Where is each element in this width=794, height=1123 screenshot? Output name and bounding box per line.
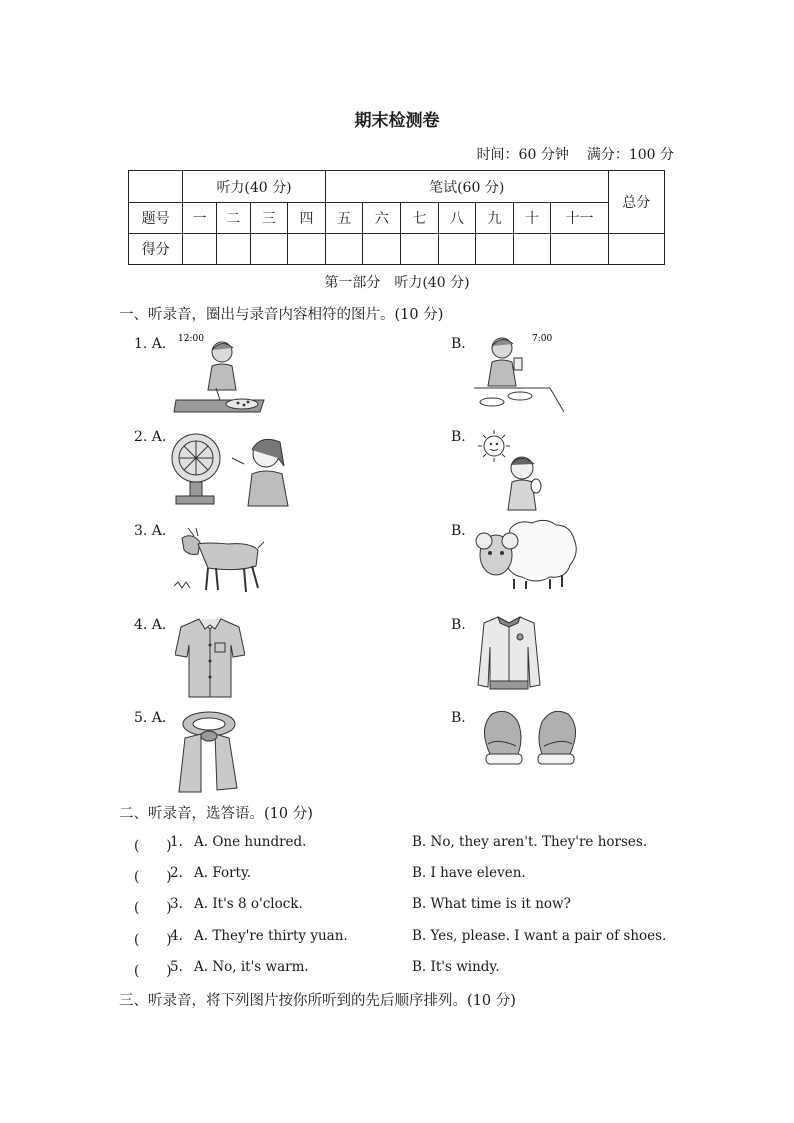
question-number: 4.	[170, 928, 183, 944]
q1-b-clock: 7:00	[532, 334, 553, 344]
answer-blank[interactable]: ( )	[134, 900, 172, 916]
score-cell[interactable]	[608, 234, 664, 265]
q5-a-label: 5. A.	[134, 710, 167, 726]
option-a: A. No, it's warm.	[194, 959, 309, 975]
exam-title: 期末检测卷	[354, 111, 440, 131]
q2-a-label: 2. A.	[134, 429, 167, 445]
q4-a-label: 4. A.	[134, 617, 167, 633]
question-number: 1.	[170, 834, 183, 850]
option-b: B. It's windy.	[412, 959, 500, 975]
q3-a-label: 3. A.	[134, 523, 167, 539]
option-a: A. One hundred.	[194, 834, 307, 850]
section-three-heading: 三、听录音，将下列图片按你所听到的先后顺序排列。(10 分)	[119, 993, 516, 1009]
section-two-heading: 二、听录音，选答语。(10 分)	[119, 806, 313, 822]
col-header: 八	[438, 203, 476, 234]
answer-blank[interactable]: ( )	[134, 963, 172, 979]
answer-blank[interactable]: ( )	[134, 932, 172, 948]
written-header: 笔试(60 分)	[325, 171, 608, 203]
score-table	[128, 170, 665, 265]
total-header: 总分	[608, 171, 664, 234]
option-a: A. They're thirty yuan.	[194, 928, 348, 944]
q4-a-picture[interactable]	[175, 615, 245, 699]
score-cell[interactable]	[363, 234, 401, 265]
col-header: 一	[183, 203, 217, 234]
listening-header: 听力(40 分)	[183, 171, 326, 203]
option-b: B. What time is it now?	[412, 896, 571, 912]
question-number: 5.	[170, 959, 183, 975]
q1-a-label: 1. A.	[134, 336, 167, 352]
q1-b-picture[interactable]	[470, 330, 566, 416]
col-header: 三	[250, 203, 288, 234]
q4-b-picture[interactable]	[474, 613, 544, 693]
score-cell[interactable]	[438, 234, 476, 265]
score-cell[interactable]	[216, 234, 250, 265]
col-header: 九	[476, 203, 514, 234]
item-row-label: 题号	[129, 203, 183, 234]
exam-full-score: 满分：100 分	[586, 147, 674, 163]
question-number: 2.	[170, 865, 183, 881]
q2-b-label: B.	[451, 429, 466, 445]
q1-b-label: B.	[451, 336, 466, 352]
score-table-corner	[129, 171, 183, 203]
score-cell[interactable]	[183, 234, 217, 265]
col-header: 六	[363, 203, 401, 234]
option-a: A. It's 8 o'clock.	[194, 896, 303, 912]
option-b: B. Yes, please. I want a pair of shoes.	[412, 928, 667, 944]
option-b: B. No, they aren't. They're horses.	[412, 834, 648, 850]
col-header: 四	[288, 203, 326, 234]
q5-b-picture[interactable]	[478, 708, 582, 770]
score-cell[interactable]	[400, 234, 438, 265]
q3-b-label: B.	[451, 523, 466, 539]
exam-time: 时间：60 分钟	[476, 147, 569, 163]
q2-a-picture[interactable]	[170, 428, 294, 508]
score-cell[interactable]	[551, 234, 608, 265]
option-b: B. I have eleven.	[412, 865, 526, 881]
q2-b-picture[interactable]	[472, 428, 552, 512]
q1-a-clock: 12:00	[178, 334, 204, 344]
score-cell[interactable]	[513, 234, 551, 265]
col-header: 七	[400, 203, 438, 234]
answer-blank[interactable]: ( )	[134, 838, 172, 854]
answer-blank[interactable]: ( )	[134, 869, 172, 885]
score-cell[interactable]	[476, 234, 514, 265]
q5-b-label: B.	[451, 710, 466, 726]
col-header: 十	[513, 203, 551, 234]
score-row-label: 得分	[129, 234, 183, 265]
score-cell[interactable]	[250, 234, 288, 265]
score-cell[interactable]	[325, 234, 363, 265]
part-one-heading: 第一部分 听力(40 分)	[324, 275, 470, 291]
col-header: 十一	[551, 203, 608, 234]
q1-a-picture[interactable]	[172, 330, 268, 416]
section-one-heading: 一、听录音，圈出与录音内容相符的图片。(10 分)	[119, 307, 444, 323]
question-number: 3.	[170, 896, 183, 912]
q5-a-picture[interactable]	[175, 708, 243, 794]
q3-a-picture[interactable]	[168, 520, 268, 600]
col-header: 五	[325, 203, 363, 234]
q4-b-label: B.	[451, 617, 466, 633]
score-cell[interactable]	[288, 234, 326, 265]
option-a: A. Forty.	[194, 865, 252, 881]
q3-b-picture[interactable]	[470, 515, 580, 591]
col-header: 二	[216, 203, 250, 234]
exam-meta	[477, 144, 674, 164]
